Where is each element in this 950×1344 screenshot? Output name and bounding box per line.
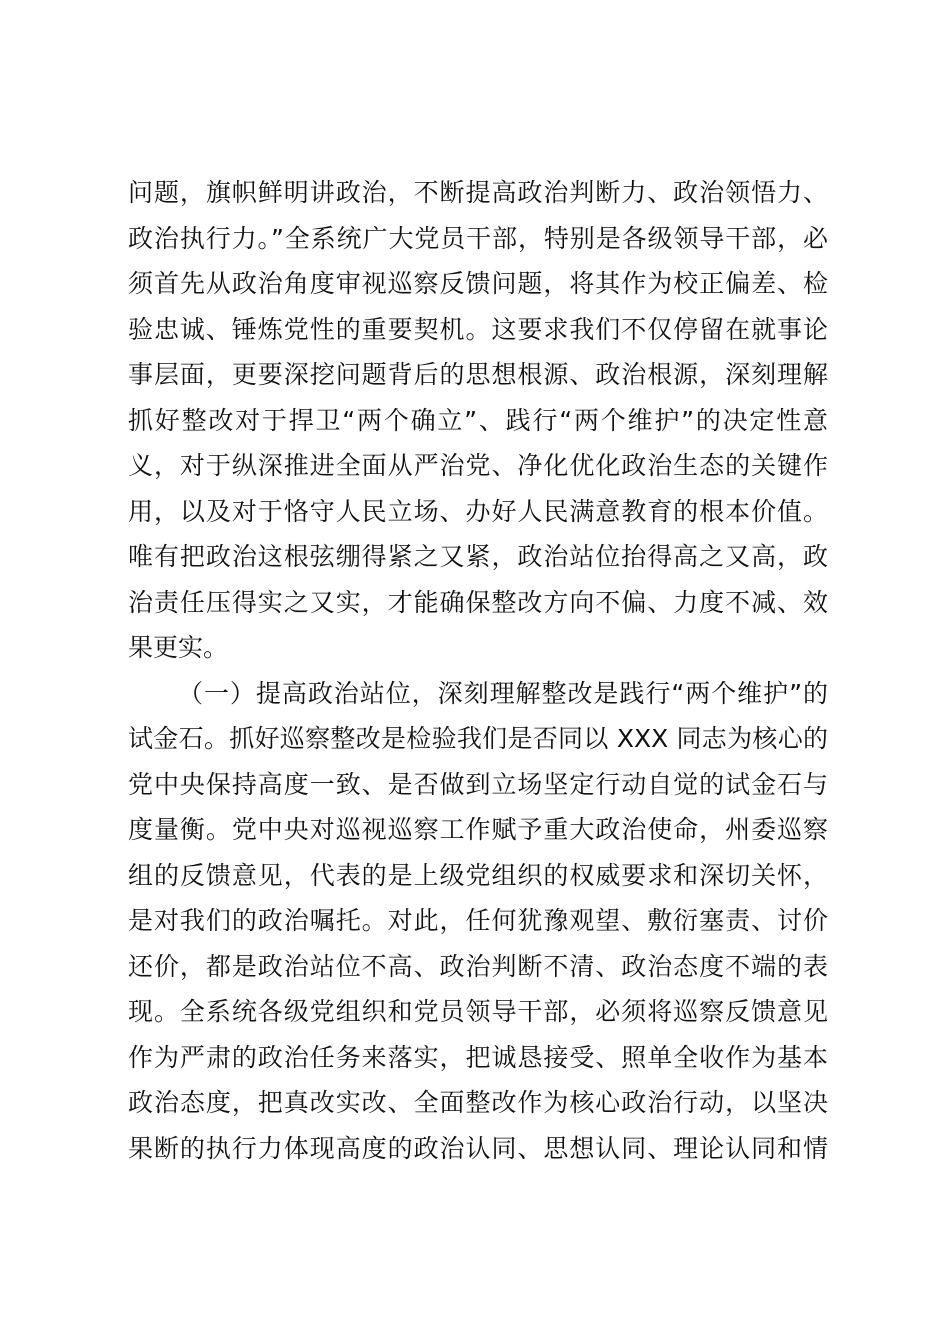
text-line: 政治态度，把真改实改、全面整改作为核心政治行动，以坚决 [128,1088,828,1117]
text-line: 义，对于纵深推进全面从严治党、净化优化政治生态的关键作 [128,451,828,480]
text-line: 唯有把政治这根弦绷得紧之又紧，政治站位抬得高之又高，政 [128,542,828,571]
text-line: 是对我们的政治嘱托。对此，任何犹豫观望、敷衍塞责、讨价 [128,906,828,935]
paragraph-1 [128,170,828,671]
text-line: 用，以及对于恪守人民立场、办好人民满意教育的根本价值。 [128,496,828,526]
text-line: 问题，旗帜鲜明讲政治，不断提高政治判断力、政治领悟力、 [128,178,828,207]
text-line: 还价，都是政治站位不高、政治判断不清、政治态度不端的表 [128,951,828,981]
text-line: 事层面，更要深挖问题背后的思想根源、政治根源，深刻理解 [128,360,828,389]
text-line: 度量衡。党中央对巡视巡察工作赋予重大政治使命，州委巡察 [128,815,828,844]
text-line: 作为严肃的政治任务来落实，把诚恳接受、照单全收作为基本 [128,1042,828,1072]
text-line: （一）提高政治站位，深刻理解整改是践行“两个维护”的 [178,678,828,708]
text-line: 果断的执行力体现高度的政治认同、思想认同、理论认同和情 [128,1133,828,1163]
text-line: 组的反馈意见，代表的是上级党组织的权威要求和深切关怀， [128,860,828,890]
text-line: 现。全系统各级党组织和党员领导干部，必须将巡察反馈意见 [128,997,828,1026]
text-line: 政治执行力。”全系统广大党员干部，特别是各级领导干部，必 [128,223,828,253]
text-line: 党中央保持高度一致、是否做到立场坚定行动自觉的试金石与 [128,769,828,799]
text-line: 须首先从政治角度审视巡察反馈问题，将其作为校正偏差、检 [128,269,828,298]
paragraph-2 [128,671,828,1172]
text-line: 治责任压得实之又实，才能确保整改方向不偏、力度不减、效 [128,587,828,617]
document-body [128,170,828,1171]
text-line: 试金石。抓好巡察整改是检验我们是否同以 XXX 同志为核心的 [128,724,828,753]
text-line: 果更实。 [128,633,229,662]
text-line: 抓好整改对于捍卫“两个确立”、践行“两个维护”的决定性意 [128,405,828,435]
text-line: 验忠诚、锤炼党性的重要契机。这要求我们不仅停留在就事论 [128,314,828,344]
